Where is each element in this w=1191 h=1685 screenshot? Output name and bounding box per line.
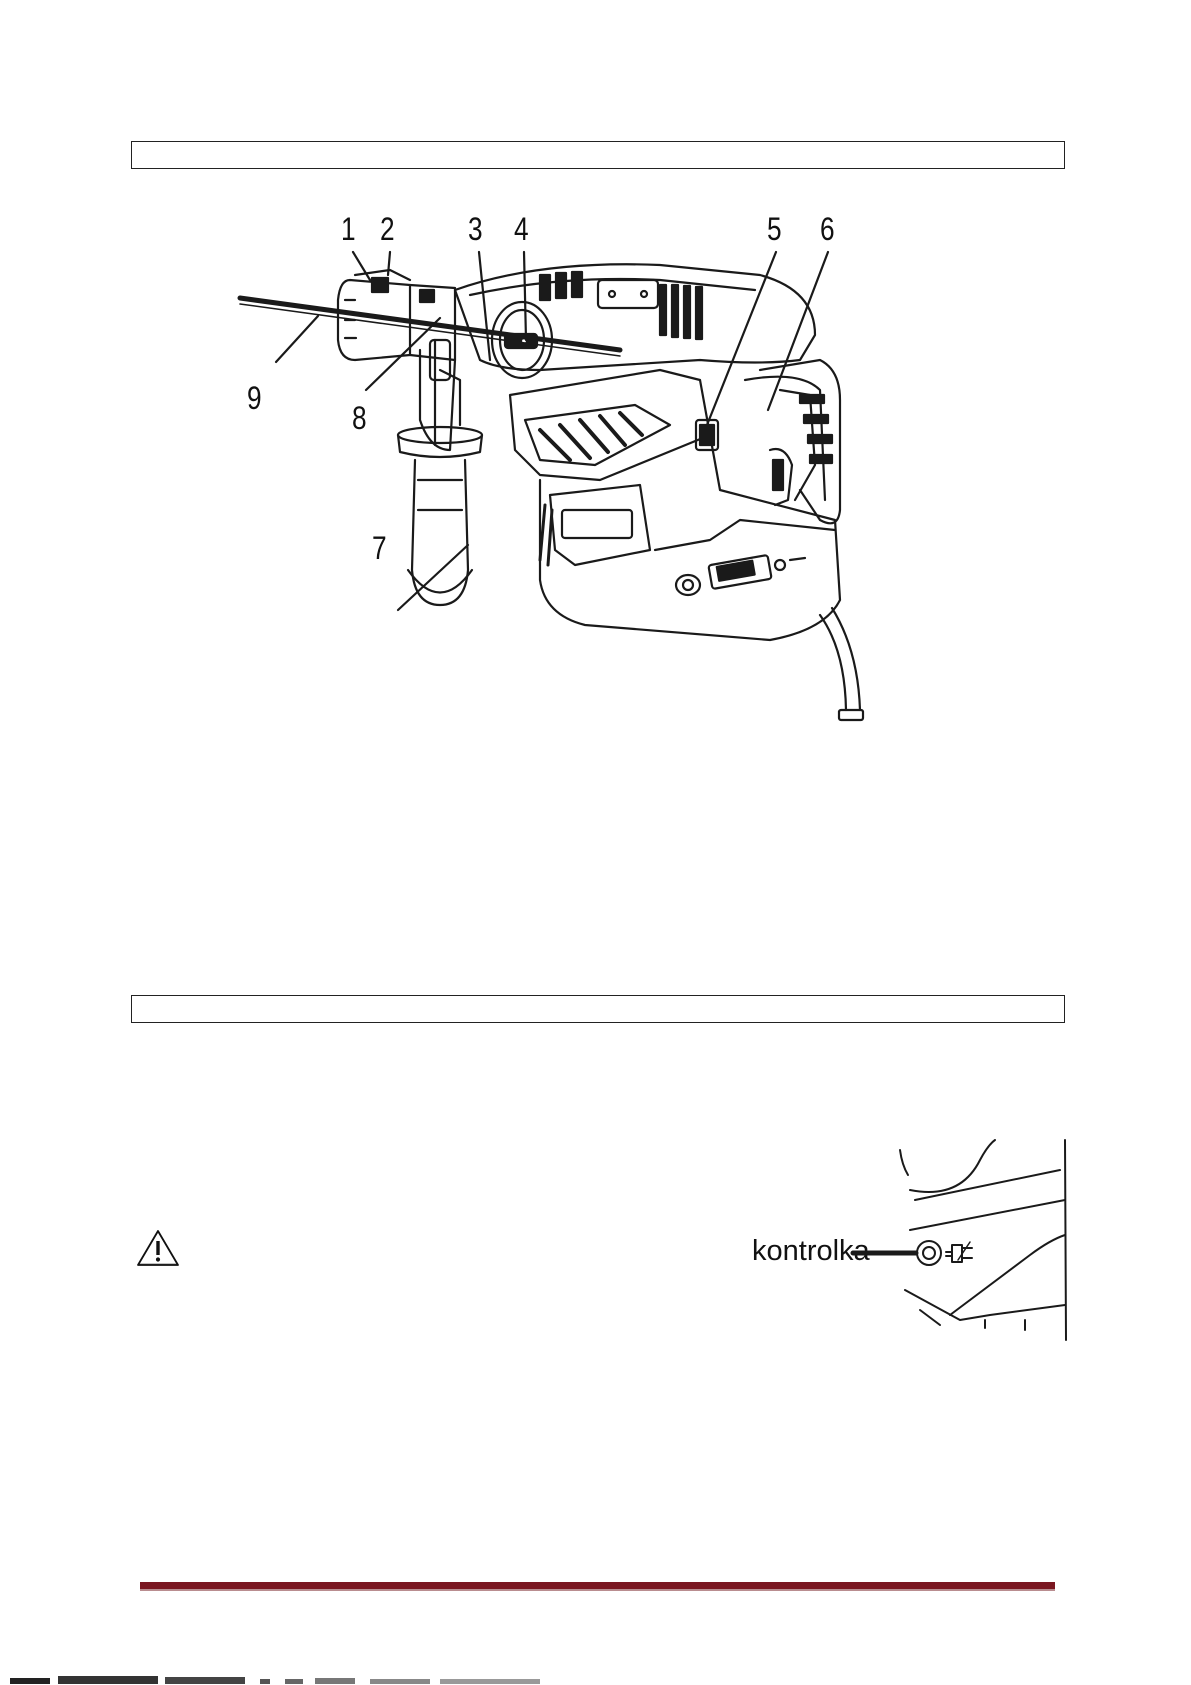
indicator-label: kontrolka (752, 1235, 870, 1267)
warning-triangle-icon (136, 1228, 180, 1268)
callout-number-5: 5 (767, 211, 782, 247)
plug-indicator-icon (946, 1242, 972, 1262)
callout-number-7: 7 (372, 530, 387, 566)
callout-number-2: 2 (380, 211, 395, 247)
callout-number-6: 6 (820, 211, 835, 247)
callout-number-3: 3 (468, 211, 483, 247)
callout-number-1: 1 (341, 211, 356, 247)
callout-number-9: 9 (247, 380, 262, 416)
section-header-box-1 (131, 141, 1065, 169)
section-header-box-2 (131, 995, 1065, 1023)
callout-number-4: 4 (514, 211, 529, 247)
footer-rule (140, 1582, 1055, 1591)
callout-number-8: 8 (352, 400, 367, 436)
indicator-detail-illustration (900, 1140, 1070, 1340)
hammer-drill-illustration (240, 220, 920, 730)
scan-edge-strip (0, 1672, 600, 1685)
